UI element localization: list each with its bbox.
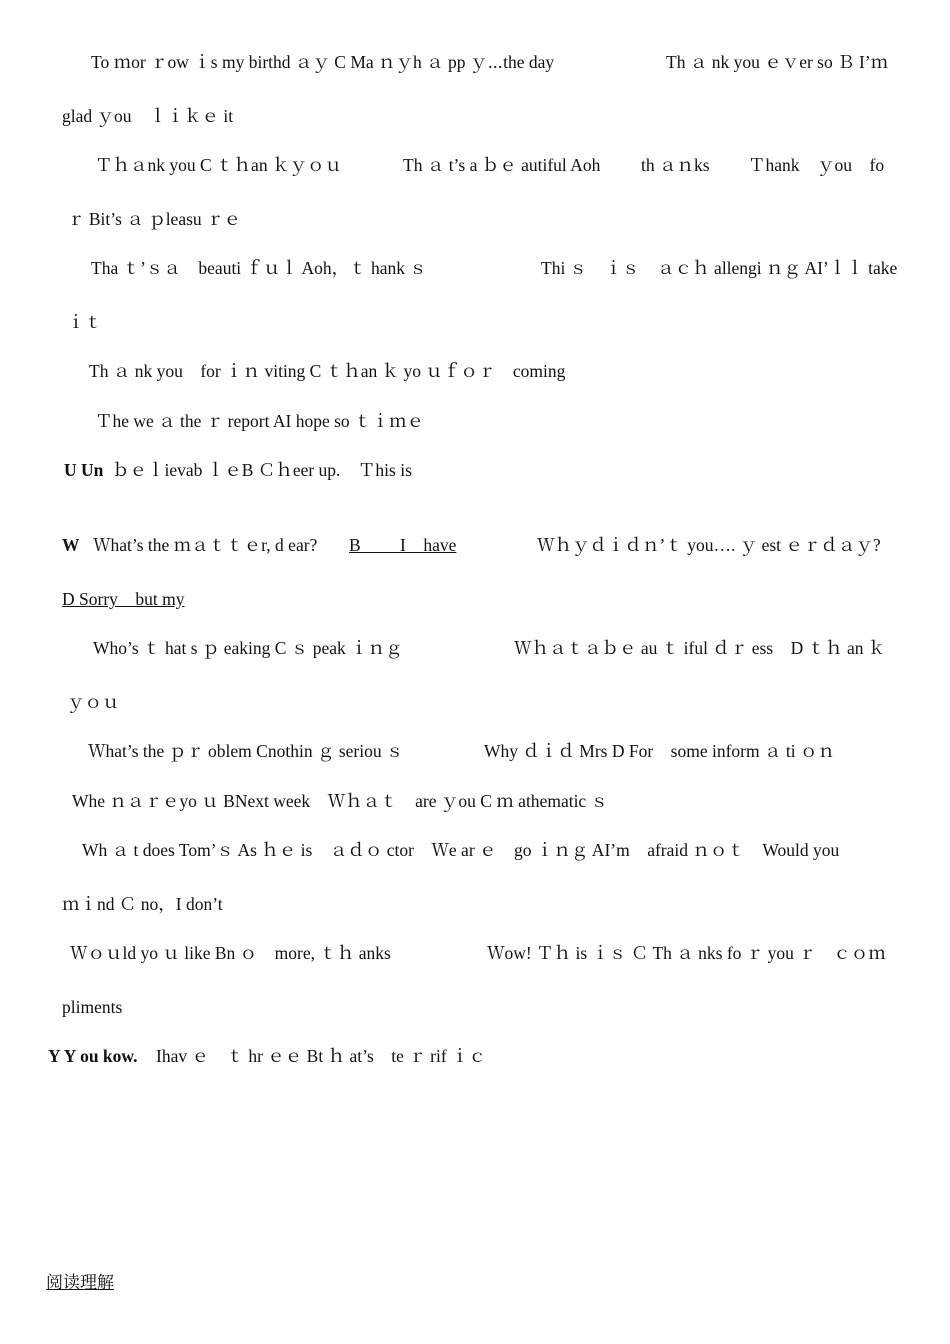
text-segment: Tha ｔ’ｓａ beauti ｆｕｌ Aoh，ｔ hank ｓ	[91, 258, 427, 278]
text-segment: Who’s ｔ hat s ｐ eaking C ｓ peak ｉｎｇ	[93, 638, 403, 658]
text-segment: Thi ｓ ｉｓ ａｃｈ allengi ｎｇ AI’ｌｌ take	[541, 258, 898, 278]
text-line	[0, 153, 950, 177]
text-line	[0, 995, 950, 1019]
text-line	[0, 409, 950, 433]
text-segment: ｍｉnd Ｃ no，I don’t	[62, 894, 223, 914]
text-segment: ｂｅｌievab ｌｅB Ｃｈeer up. Ｔhis is	[112, 460, 412, 480]
text-segment: glad ｙou ｌｉｋｅ it	[62, 106, 234, 126]
text-segment: Ｗｈａｔａｂｅ au ｔ iful ｄｒ ess D ｔｈ an ｋ	[514, 638, 886, 658]
text-segment: ｒ Bit’s ａ ｐleasu ｒｅ	[67, 209, 242, 229]
text-segment: th ａｎks	[641, 155, 710, 175]
text-segment: ｉｔ	[67, 312, 102, 332]
text-line	[0, 789, 950, 813]
text-segment: B I have	[349, 535, 457, 555]
text-segment: Wh ａ t does Tom’ｓ As ｈｅ is ａｄｏ ctor Ｗe ar ｅ go ｉｎｇ AI’m afraid ｎｏｔ Would you	[82, 840, 840, 860]
text-line	[0, 256, 950, 280]
text-line	[0, 838, 950, 862]
text-segment: Th ａ t’s a ｂｅ autiful Aoh	[403, 155, 601, 175]
text-line	[0, 892, 950, 916]
text-line	[0, 690, 950, 714]
text-segment: Ｔhe we ａ the ｒ report AI hope so ｔｉｍｅ	[95, 411, 425, 431]
text-line	[0, 533, 950, 557]
text-segment: Ｗｏｕld yo ｕ like Bn ｏ more, ｔｈ anks	[70, 943, 391, 963]
text-segment: pliments	[62, 997, 123, 1017]
text-segment: W	[62, 535, 80, 555]
text-line	[0, 1044, 950, 1068]
text-segment: Ｗow! Ｔｈ is ｉｓ Ｃ Th ａ nks fo ｒ you ｒ ｃｏｍ	[487, 943, 886, 963]
text-line	[0, 207, 950, 231]
text-line	[0, 587, 950, 611]
text-segment: Th ａ nk you ｅｖer so Ｂ I’ｍ	[666, 52, 889, 72]
text-line	[0, 104, 950, 128]
text-line	[0, 359, 950, 383]
text-segment: Ihav ｅ ｔ hr ｅｅ Bt ｈ at’s te ｒ rif ｉｃ	[156, 1046, 487, 1066]
text-segment: Ｗhat’s the ｍａｔｔｅr, d ear?	[93, 535, 318, 555]
text-segment: Y Y ou kow.	[48, 1046, 138, 1066]
text-segment: ｙｏｕ	[67, 692, 120, 712]
text-segment: Why ｄｉｄ Mrs D For some inform ａ ti ｏｎ	[484, 741, 835, 761]
text-segment: Ｔhank ｙou fo	[748, 155, 885, 175]
text-line	[0, 739, 950, 763]
text-segment: To ｍor ｒow ｉs my birthd ａｙ C Ma ｎｙh ａ pp ｙ⋯the day	[91, 52, 555, 72]
text-segment: Whe ｎａｒｅyo ｕ BNext week Ｗｈａｔ are ｙou C ｍ athematic ｓ	[72, 791, 609, 811]
text-line	[0, 941, 950, 965]
text-line	[0, 458, 950, 482]
text-segment: Ｗhat’s the ｐｒ oblem Cnothin ｇ seriou ｓ	[88, 741, 404, 761]
text-line	[0, 310, 950, 334]
section-heading-reading: 阅读理解	[46, 1273, 114, 1293]
text-segment: Ｗｈｙｄｉｄｎ’ｔ you…. ｙ est ｅｒｄａｙ?	[537, 535, 881, 555]
text-segment: D Sorry but my	[62, 589, 185, 609]
text-segment: U Un	[64, 460, 104, 480]
text-segment: Th ａ nk you for ｉｎ viting C ｔｈan ｋ yo ｕｆｏｒ coming	[89, 361, 566, 381]
text-line	[0, 50, 950, 74]
text-line	[0, 636, 950, 660]
text-segment: Ｔｈａnk you C ｔｈan ｋｙｏｕ	[95, 155, 342, 175]
